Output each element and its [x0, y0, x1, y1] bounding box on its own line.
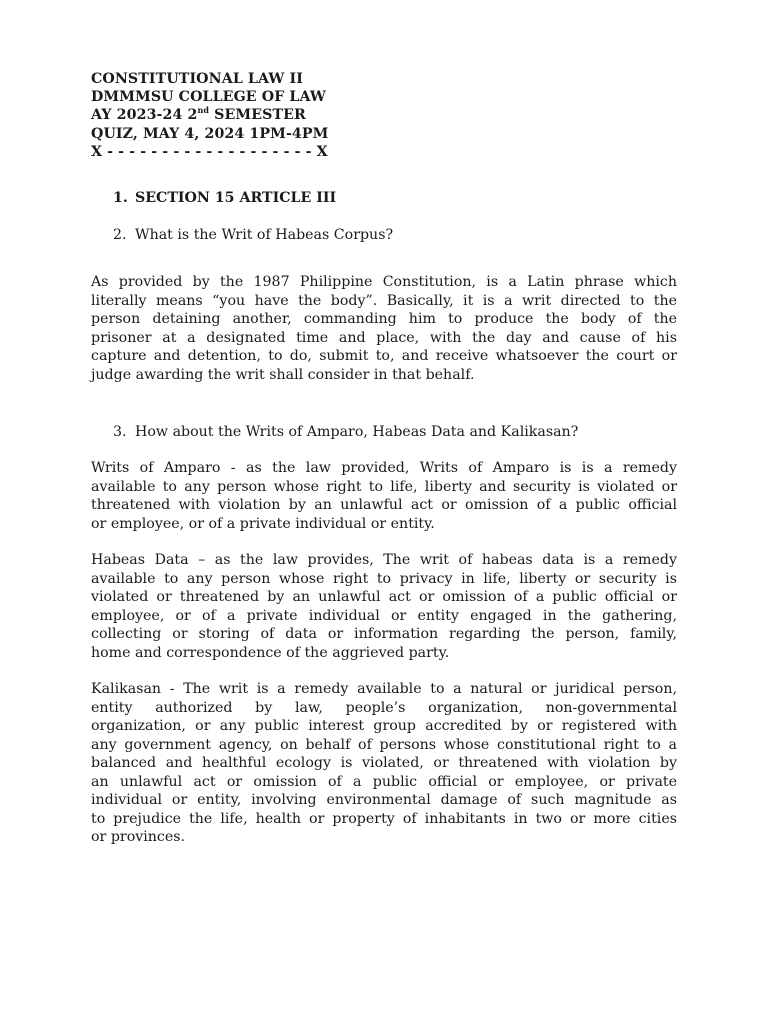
academic-term — [91, 106, 328, 124]
text-line: an unlawful act or omission of a public official or employee, or private — [91, 773, 677, 790]
text-line: person detaining another, commanding him to produce the body of the — [91, 311, 677, 327]
semester-label: SEMESTER — [209, 107, 306, 124]
question-2 — [113, 226, 393, 245]
question-number: 2. — [113, 227, 127, 243]
text-line: violated or threatened by an unlawful act or omission of a public official or — [91, 589, 677, 605]
question-text: How about the Writs of Amparo, Habeas Data and Kalikasan? — [135, 424, 579, 440]
text-line: to prejudice the life, health or property of inhabitants in two or more cities — [91, 810, 677, 827]
answer-habeas-data — [91, 551, 677, 662]
text-line: collecting or storing of data or information regarding the person, family, — [91, 626, 677, 642]
question-1 — [113, 189, 336, 208]
text-line: balanced and healthful ecology is violated, or threatened with violation by — [91, 755, 677, 771]
text-line: any government agency, on behalf of persons whose constitutional right to a — [91, 736, 677, 753]
document-header — [91, 70, 328, 161]
question-text: SECTION 15 ARTICLE III — [135, 190, 337, 206]
course-title: CONSTITUTIONAL LAW II — [91, 71, 303, 87]
quiz-date: QUIZ, MAY 4, 2024 1PM-4PM — [91, 125, 329, 142]
text-line: threatened with violation by an unlawful act or omission of a public official — [91, 497, 677, 513]
academic-year: AY 2023-24 2 — [91, 107, 198, 124]
text-line: prisoner at a designated time and place, with the day and cause of his — [91, 329, 677, 346]
text-line: or provinces. — [91, 829, 186, 845]
text-line: literally means “you have the body”. Basically, it is a writ directed to the — [91, 292, 677, 309]
question-3 — [113, 423, 578, 442]
question-number: 1. — [113, 190, 128, 206]
text-line: available to any person whose right to life, liberty and security is violated or — [91, 478, 677, 495]
ordinal-suffix: nd — [197, 105, 210, 116]
question-number: 3. — [113, 424, 127, 440]
text-line: Kalikasan - The writ is a remedy available to a natural or juridical person, — [91, 681, 677, 697]
text-line: entity authorized by law, people’s organization, non-governmental — [91, 699, 677, 716]
question-text: What is the Writ of Habeas Corpus? — [135, 227, 394, 243]
text-line: employee, or of a private individual or entity engaged in the gathering, — [91, 607, 677, 624]
text-line: Writs of Amparo - as the law provided, Writs of Amparo is is a remedy — [91, 460, 677, 476]
text-line: organization, or any public interest group accredited by or registered with — [91, 718, 677, 734]
text-line: As provided by the 1987 Philippine Constitution, is a Latin phrase which — [91, 274, 677, 290]
header-divider: X - - - - - - - - - - - - - - - - - - - X — [91, 143, 328, 160]
answer-kalikasan — [91, 680, 677, 847]
text-line: Habeas Data – as the law provides, The writ of habeas data is a remedy — [91, 552, 677, 568]
school-name: DMMMSU COLLEGE OF LAW — [91, 89, 326, 106]
text-line: judge awarding the writ shall consider in that behalf. — [91, 366, 475, 383]
text-line: or employee, or of a private individual or entity. — [91, 515, 435, 532]
answer-habeas-corpus — [91, 273, 677, 384]
answer-amparo — [91, 459, 677, 533]
text-line: capture and detention, to do, submit to, and receive whatsoever the court or — [91, 348, 677, 364]
text-line: home and correspondence of the aggrieved party. — [91, 644, 450, 661]
text-line: available to any person whose right to privacy in life, liberty or security is — [91, 570, 677, 587]
text-line: individual or entity, involving environmental damage of such magnitude as — [91, 792, 677, 808]
